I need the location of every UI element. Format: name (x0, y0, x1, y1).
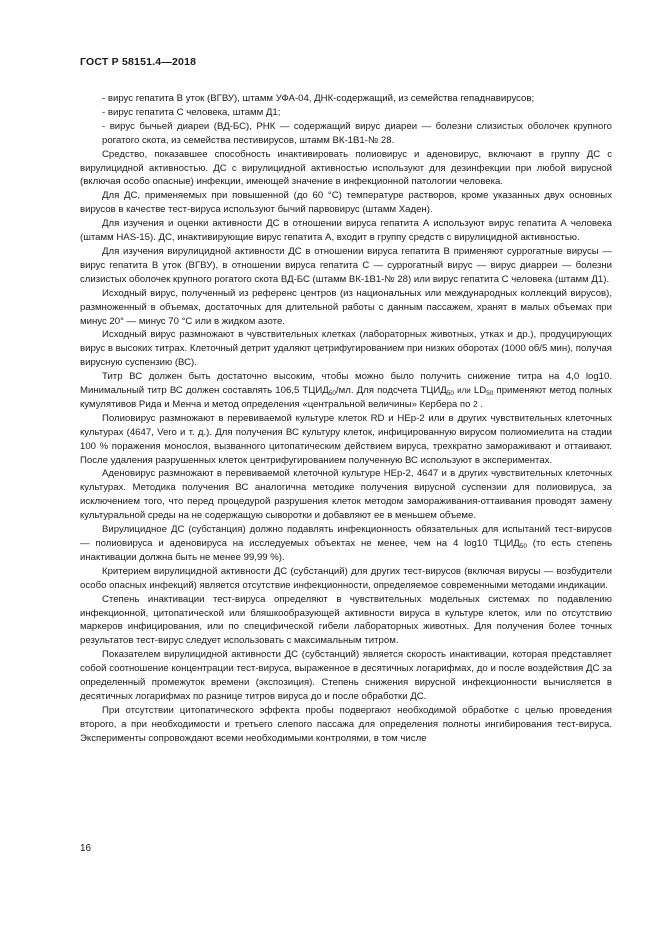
paragraph: Вирулицидное ДС (субстанция) должно подавлять инфекционность обязательных для испытаний тест-вирусов — полиовируса и аденовируса на исследуемых объектах не менее, чем на 4 log10 $ТЦИД_{50}$ (то есть степень инактивации должна быть не менее 99,99 %). (80, 524, 612, 563)
list-item: - вирус гепатита В уток (ВГВУ), штамм УФА-04, ДНК-содержащий, из семейства гепаднавирусов; (102, 93, 535, 104)
paragraph: Степень инактивации тест-вируса определяют в чувствительных модельных системах по подавлению инфекционной, цитопатической или бляшкообразующей активности вируса в культуре клеток, или по отсутствию маркеров инфицирования, или по специфической гибели лабораторных животных. Для получения более точных результатов тест-вирус следует использовать с максимальным титром. (80, 593, 612, 647)
document-header: ГОСТ Р 58151.4—2018 (80, 56, 197, 68)
paragraph: Для изучения вирулицидной активности ДС в отношении вируса гепатита В применяют суррогатные вирусы — вирус гепатита В уток (ВГВУ), в отношении вируса гепатита С — суррогатный вирус — вирус диарреи — болезни слизистых оболочек крупного рогатого скота ВД-БС (штамм ВК-1В1-№ 28) или вирус гепатита С человека (штамм Д1). (80, 245, 612, 285)
list-item: - вирус гепатита С человека, штамм Д1; (102, 106, 281, 118)
paragraph: Полиовирус размножают в перевиваемой культуре клеток RD и НЕр-2 или в других чувствительных клеточных культурах (4647, Vero и т. д.). Для получения ВС культуру клеток, инфицированную вирусом полиомиелита на стадии 100 % поражения монослоя, вызванного цитопатическим действием вируса, трехкратно замораживают и оттаивают. После удаления разрушенных клеток центрифугированием полученную ВС используют в экспериментах. (80, 412, 612, 466)
paragraph: Средство, показавшее способность инактивировать полиовирус и аденовирус, включают в группу ДС с вирулицидной активностью. ДС с вирулицидной активностью используют для дезинфекции при любой вирусной (включая особо опасные) инфекции, имеющей значение в инфекционной патологии человека. (80, 148, 612, 188)
subscript: 50 (328, 390, 337, 398)
inline-small-text: или (457, 386, 471, 396)
paragraph: При отсутствии цитопатического эффекта пробы подвергают необходимой обработке с целью проведения второго, а при необходимости и третьего слепого пассажа для определения полноты ингибирования тест-вируса. Эксперименты сопровождают всеми необходимыми контролями, в том числе (80, 704, 612, 744)
paragraph: Исходный вирус размножают в чувствительных клетках (лабораторных животных, утках и др.), продуцирующих вирус в высоких титрах. Клеточный детрит удаляют цетрифугированием при низких оборотах (1000 об/5 мин), получая вирусную суспензию (ВС). (80, 329, 612, 369)
subscript: 50 (519, 543, 527, 550)
paragraph: Исходный вирус, полученный из референс центров (из национальных или международных коллекций вирусов), размноженный в объемах, достаточных для длительной работы с данным пассажем, хранят в малых объемах при минус 20° — минус 70 °С или в жидком азоте. (80, 287, 612, 327)
document-body (80, 92, 612, 746)
subscript: 50 (486, 390, 494, 398)
paragraph: Критерием вирулицидной активности ДС (субстанций) для других тест-вирусов (включая вирусы — возбудители особо опасных инфекций) является отсутствие инфекционности, определяемое современными методами индикации. (80, 565, 612, 591)
paragraph: Для изучения и оценки активности ДС в отношении вируса гепатита А используют вирус гепатита А человека (штамм HAS-15). ДС, инактивирующие вирус гепатита А, входит в группу средств с вирулицидной активностью. (80, 218, 612, 244)
page-number: 16 (80, 843, 92, 854)
paragraph: Показателем вирулицидной активности ДС (субстанций) является скорость инактивации, которая представляет собой соотношение концентрации тест-вируса, выраженное в десятичных логарифмах, до и после воздействия ДС за определенный промежуток времени (экспозиция). Степень снижения вирусной инфекционности вычисляется в десятичных логарифмах по разнице титров вируса до и после обработки ДС. (80, 649, 612, 702)
paragraph: Для ДС, применяемых при повышенной (до 60 °С) температуре растворов, кроме указанных двух основных вирусов в качестве тест-вируса используют бычий парвовирус (штамм Хаден). (80, 190, 612, 216)
subscript: 50 (446, 390, 455, 398)
list-item: - вирус бычьей диареи (ВД-БС), РНК — содержащий вирус диареи — болезни слизистых оболочек крупного рогатого скота, из семейства пестивирусов, штамм ВК-1В1-№ 28. (102, 120, 612, 146)
paragraph: Аденовирус размножают в перевиваемой клеточной культуре НЕр-2, 4647 и в других чувствительных клеточных культурах. Методика получения ВС аналогична методике получения вирусной суспензии для полиовируса, за исключением того, что перед процедурой разрушения клеток методом замораживания-оттаивания проводят замену культуральной среды на не содержащую сыворотки и добавляют ее в меньшем объеме. (80, 468, 612, 522)
inline-small-text: 2 (473, 399, 478, 409)
paragraph: Титр ВС должен быть достаточно высоким, чтобы можно было получить снижение титра на 4,0 log10. Минимальный титр ВС должен составлять 106,5 $ТЦИД_{50}/мл$. Для подсчета $ТЦИД_{50}$ или $LD_{50}$ применяют метод полных кумулятивов Рида и Менча и метод определения «центральной величины» Кербера по 2 . (80, 371, 612, 410)
